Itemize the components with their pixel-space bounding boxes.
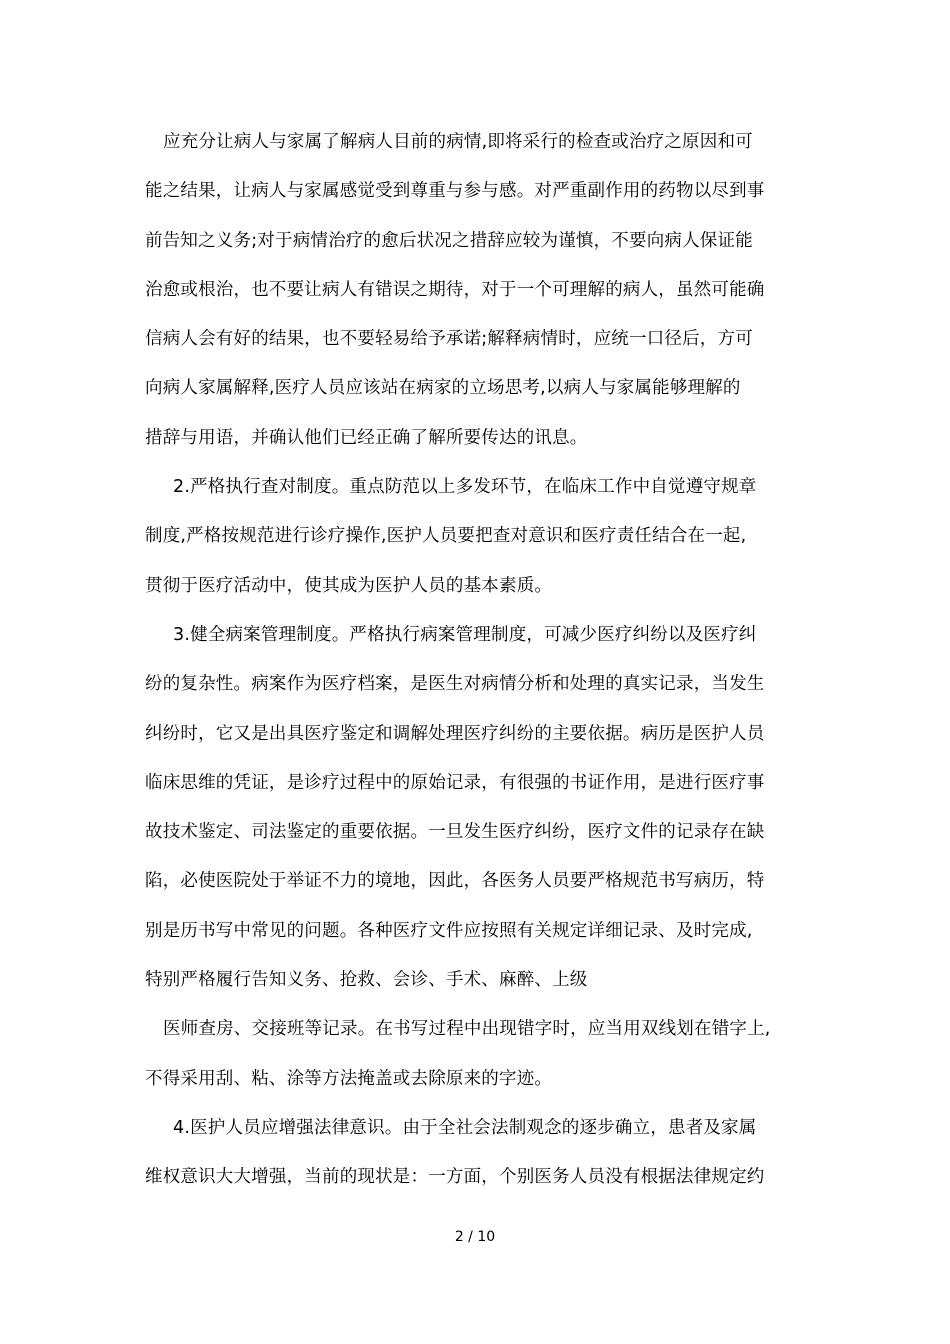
text-line: 能之结果，让病人与家属感觉受到尊重与参与感。对严重副作用的药物以尽到事 — [145, 181, 765, 202]
text-line: 4.医护人员应增强法律意识。由于全社会法制观念的逐步确立，患者及家属 — [173, 1117, 757, 1138]
text-line: 应充分让病人与家属了解病人目前的病情,即将采行的检查或治疗之原因和可 — [163, 132, 753, 152]
text-line: 陷，必使医院处于举证不力的境地，因此，各医务人员要严格规范书写病历，特 — [145, 871, 765, 892]
text-line: 医师查房、交接班等记录。在书写过程中出现错字时，应当用双线划在错字上, — [163, 1019, 771, 1040]
text-line: 不得采用刮、粘、涂等方法掩盖或去除原来的字迹。 — [145, 1068, 553, 1089]
text-line: 措辞与用语，并确认他们已经正确了解所要传达的讯息。 — [145, 427, 588, 448]
text-line: 向病人家属解释,医疗人员应该站在病家的立场思考,以病人与家属能够理解的 — [145, 378, 741, 399]
text-line: 2.严格执行查对制度。重点防范以上多发环节，在临床工作中自觉遵守规章 — [173, 477, 757, 498]
paragraph-informed-consent — [145, 118, 810, 463]
text-line: 信病人会有好的结果，也不要轻易给予承诺;解释病情时，应统一口径后，方可 — [145, 329, 753, 350]
document-body — [145, 118, 810, 1203]
text-line: 特别严格履行告知义务、抢救、会诊、手术、麻醉、上级 — [145, 970, 588, 991]
text-line: 纷的复杂性。病案作为医疗档案，是医生对病情分析和处理的真实记录，当发生 — [145, 674, 765, 695]
paragraph-item-2 — [145, 463, 810, 611]
text-line: 别是历书写中常见的问题。各种医疗文件应按照有关规定详细记录、及时完成, — [145, 920, 753, 941]
text-line: 贯彻于医疗活动中，使其成为医护人员的基本素质。 — [145, 575, 553, 596]
text-line: 纠纷时，它又是出具医疗鉴定和调解处理医疗纠纷的主要依据。病历是医护人员 — [145, 723, 765, 744]
text-line: 制度,严格按规范进行诊疗操作,医护人员要把查对意识和医疗责任结合在一起, — [145, 526, 747, 547]
text-line: 前告知之义务;对于病情治疗的愈后状况之措辞应较为谨慎，不要向病人保证能 — [145, 230, 753, 251]
text-line: 治愈或根治，也不要让病人有错误之期待，对于一个可理解的病人，虽然可能确 — [145, 279, 765, 300]
text-line: 临床思维的凭证，是诊疗过程中的原始记录，有很强的书证作用，是进行医疗事 — [145, 772, 765, 793]
paragraph-records — [145, 1005, 810, 1104]
page-number: 2 / 10 — [454, 1229, 496, 1245]
text-line: 3.健全病案管理制度。严格执行病案管理制度，可减少医疗纠纷以及医疗纠 — [173, 624, 757, 645]
text-line: 维权意识大大增强，当前的现状是：一方面，个别医务人员没有根据法律规定约 — [145, 1167, 765, 1188]
paragraph-item-4 — [145, 1104, 810, 1203]
paragraph-item-3 — [145, 611, 810, 1005]
text-line: 故技术鉴定、司法鉴定的重要依据。一旦发生医疗纠纷，医疗文件的记录存在缺 — [145, 822, 765, 843]
